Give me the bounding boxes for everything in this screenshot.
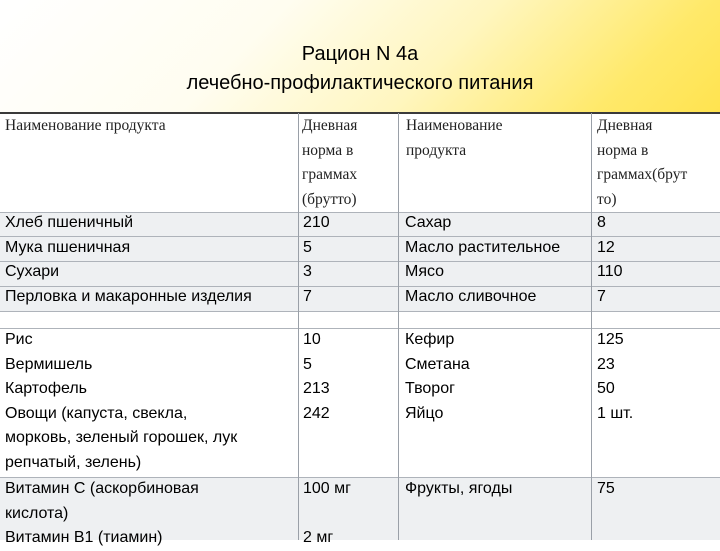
- product-name: Мясо: [405, 263, 445, 280]
- header-text: то): [597, 190, 617, 208]
- product-name: Витамин В1 (тиамин): [5, 529, 163, 546]
- slide-header: [0, 0, 720, 113]
- header-text: граммах: [302, 166, 358, 183]
- group1-products-left: [5, 211, 252, 309]
- product-name: Сухари: [5, 263, 60, 280]
- product-name: репчатый, зелень): [5, 453, 142, 471]
- product-name: Картофель: [5, 380, 88, 397]
- norm-value: 12: [597, 238, 615, 256]
- norm-value: 2 мг: [303, 529, 334, 546]
- product-name: Сметана: [405, 355, 470, 373]
- header-text: норма в: [597, 141, 649, 159]
- norm-value: 213: [303, 380, 330, 397]
- table-column-divider: [298, 113, 299, 540]
- group2-norms-right: [597, 328, 633, 426]
- header-text: норма в: [302, 141, 354, 159]
- product-name: Яйцо: [405, 404, 444, 422]
- group1-norms-left: [303, 211, 330, 309]
- product-name: Витамин С (аскорбиновая: [5, 480, 199, 497]
- slide-title-line2: лечебно-профилактического питания: [186, 72, 534, 94]
- header-text: Дневная: [302, 117, 358, 134]
- norm-value: 110: [597, 263, 623, 280]
- group4-products-left: [5, 526, 162, 551]
- product-name: Хлеб пшеничный: [5, 214, 134, 231]
- norm-value: 23: [597, 355, 615, 373]
- norm-value: 5: [303, 238, 312, 256]
- group2-products-left: [5, 328, 237, 475]
- norm-value: 7: [303, 287, 312, 305]
- table-row-divider: [0, 311, 720, 312]
- norm-value: 10: [303, 331, 321, 348]
- group2-norms-left: [303, 328, 330, 426]
- product-name: Масло сливочное: [405, 287, 537, 305]
- group3-products-left: [5, 477, 199, 526]
- header-text: продукта: [406, 141, 467, 159]
- group3-products-right: [405, 477, 512, 502]
- norm-value: 210: [303, 214, 330, 231]
- norm-value: 100 мг: [303, 480, 351, 497]
- header-text: Наименование: [406, 117, 503, 134]
- product-name: Сахар: [405, 214, 452, 231]
- norm-value: 125: [597, 331, 624, 348]
- norm-value: 5: [303, 355, 312, 373]
- norm-value: 8: [597, 214, 606, 231]
- product-name: Кефир: [405, 331, 455, 348]
- header-norm-right: [597, 114, 687, 212]
- group3-norms-right: [597, 477, 615, 502]
- header-text: Дневная: [597, 117, 653, 134]
- group2-products-right: [405, 328, 470, 426]
- product-name: Фрукты, ягоды: [405, 480, 513, 497]
- product-name: морковь, зеленый горошек, лук: [5, 429, 238, 446]
- table-column-divider: [398, 113, 399, 540]
- header-text: Наименование продукта: [5, 117, 166, 134]
- header-text: граммах(брут: [597, 166, 688, 183]
- norm-value: 7: [597, 287, 606, 305]
- norm-value: 1 шт.: [597, 404, 634, 422]
- header-norm-left: [302, 114, 357, 212]
- product-name: Перловка и макаронные изделия: [5, 287, 252, 305]
- group1-products-right: [405, 211, 560, 309]
- norm-value: 75: [597, 480, 615, 497]
- group1-norms-right: [597, 211, 623, 309]
- norm-value: 242: [303, 404, 330, 422]
- norm-value: 3: [303, 263, 312, 280]
- slide-title-line1: Рацион N 4а: [301, 43, 419, 65]
- header-product-right: [406, 114, 503, 163]
- header-product-left: [5, 114, 166, 139]
- product-name: Творог: [405, 380, 455, 397]
- product-name: Масло растительное: [405, 238, 561, 256]
- table-column-divider: [591, 113, 592, 540]
- group4-norms-left: [303, 526, 333, 551]
- group3-norms-left: [303, 477, 351, 502]
- product-name: Вермишель: [5, 355, 93, 373]
- product-name: Овощи (капуста, свекла,: [5, 404, 188, 422]
- product-name: Мука пшеничная: [5, 238, 131, 256]
- header-text: (брутто): [302, 190, 357, 208]
- product-name: кислота): [5, 504, 69, 522]
- product-name: Рис: [5, 331, 33, 348]
- norm-value: 50: [597, 380, 615, 397]
